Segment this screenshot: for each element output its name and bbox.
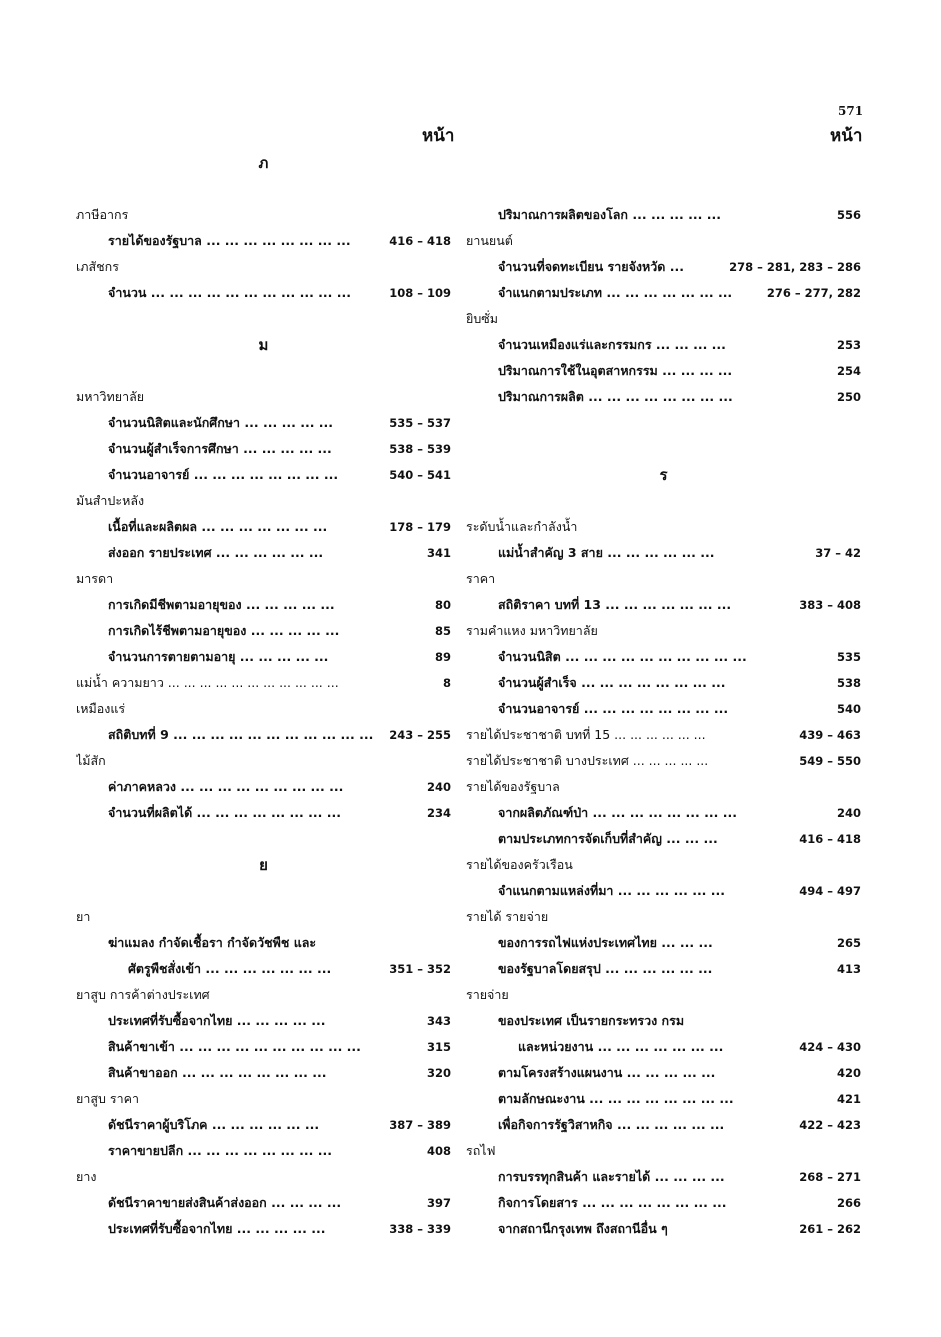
- entry-page-ref: 80: [434, 598, 451, 612]
- index-sub-entry: [76, 1190, 451, 1216]
- entry-label: ดัชนีราคาผู้บริโภค ... ... ... ... ... ...: [108, 1117, 320, 1132]
- entry-page-ref: 243 – 255: [389, 728, 451, 742]
- entry-page-ref: 37 – 42: [815, 546, 861, 560]
- entry-label: จำนวนผู้สำเร็จการศึกษา ... ... ... ... ...: [108, 441, 332, 456]
- entry-label: สถิติบทที่ 9 ... ... ... ... ... ... ... ... ... ... ...: [108, 727, 374, 742]
- entry-label: ประเทศที่รับซื้อจากไทย ... ... ... ... ...: [108, 1221, 326, 1236]
- spacer: [466, 176, 861, 202]
- index-sub-entry: [76, 462, 451, 488]
- entry-label: ไม้สัก: [76, 753, 106, 768]
- entry-label: ปริมาณการใช้ในอุตสาหกรรม ... ... ... ...: [498, 363, 733, 378]
- entry-page-ref: 424 – 430: [799, 1040, 861, 1054]
- entry-label: ระดับน้ำและกำลังน้ำ: [466, 519, 578, 534]
- entry-page-ref: 556: [836, 208, 861, 222]
- index-sub-entry: [76, 1216, 451, 1242]
- entry-label: ของการรถไฟแห่งประเทศไทย ... ... ...: [498, 935, 713, 950]
- spacer: [466, 410, 861, 436]
- entry-page-ref: 538: [836, 676, 861, 690]
- entry-page-ref: 315: [426, 1040, 451, 1054]
- entry-label: ยาสูบ การค้าต่างประเทศ: [76, 987, 210, 1002]
- entry-page-ref: 416 – 418: [389, 234, 451, 248]
- entry-label: ตามลักษณะงาน ... ... ... ... ... ... ... ...: [498, 1091, 734, 1106]
- index-sub-entry: [466, 1086, 861, 1112]
- spacer: [76, 358, 451, 384]
- index-heading-entry: [76, 670, 451, 696]
- index-heading-entry: [466, 774, 861, 800]
- entry-page-ref: 535: [836, 650, 861, 664]
- index-sub-entry: [466, 592, 861, 618]
- index-heading-entry: [76, 254, 451, 280]
- entry-label: รายจ่าย: [466, 987, 509, 1002]
- entry-page-ref: 420: [836, 1066, 861, 1080]
- index-heading-entry: [466, 852, 861, 878]
- index-sub-entry: [76, 280, 451, 306]
- right-column-header: หน้า: [830, 126, 863, 146]
- index-heading-entry: [466, 514, 861, 540]
- index-sub-entry: [76, 410, 451, 436]
- entry-label: แม่น้ำ ความยาว ... ... ... ... ... ... ... ... ... ... ...: [76, 675, 339, 690]
- index-heading-entry: [76, 384, 451, 410]
- entry-label: มันสำปะหลัง: [76, 493, 145, 508]
- index-sub-entry: [76, 1008, 451, 1034]
- entry-page-ref: 253: [836, 338, 861, 352]
- spacer: [76, 826, 451, 852]
- index-heading-entry: [466, 982, 861, 1008]
- index-sub-entry: [76, 228, 451, 254]
- entry-page-ref: 421: [836, 1092, 861, 1106]
- entry-page-ref: 397: [426, 1196, 451, 1210]
- entry-page-ref: 268 – 271: [799, 1170, 861, 1184]
- index-heading-entry: [76, 696, 451, 722]
- index-sub-entry: [466, 358, 861, 384]
- entry-label: จำนวนการตายตามอายุ ... ... ... ... ...: [108, 649, 329, 664]
- index-sub-entry: [466, 332, 861, 358]
- index-sub-entry: [466, 280, 861, 306]
- entry-label: ราคาขายปลีก ... ... ... ... ... ... ... ...: [108, 1143, 332, 1158]
- entry-label: มารดา: [76, 571, 114, 586]
- entry-label: จำนวนอาจารย์ ... ... ... ... ... ... ... ...: [498, 701, 729, 716]
- entry-page-ref: 320: [426, 1066, 451, 1080]
- entry-page-ref: 8: [442, 676, 451, 690]
- left-index-column: [76, 150, 451, 1242]
- entry-page-ref: 108 – 109: [389, 286, 451, 300]
- entry-label: ศัตรูพืชสั่งเข้า ... ... ... ... ... ... ...: [128, 961, 332, 976]
- index-sub-entry: [76, 592, 451, 618]
- entry-label: และหน่วยงาน ... ... ... ... ... ... ...: [518, 1039, 724, 1054]
- entry-page-ref: 413: [836, 962, 861, 976]
- entry-label: จำนวนนิสิตและนักศึกษา ... ... ... ... ...: [108, 415, 334, 430]
- entry-page-ref: 540: [836, 702, 861, 716]
- entry-label: ประเทศที่รับซื้อจากไทย ... ... ... ... ...: [108, 1013, 326, 1028]
- entry-page-ref: 494 – 497: [799, 884, 861, 898]
- left-column-header: หน้า: [422, 126, 455, 146]
- index-sub-entry: [76, 540, 451, 566]
- entry-page-ref: 89: [434, 650, 451, 664]
- index-sub-entry: [76, 1034, 451, 1060]
- entry-page-ref: 278 – 281, 283 – 286: [729, 260, 861, 274]
- section-letter: ภ: [258, 154, 269, 172]
- index-sub-entry: [466, 1216, 861, 1242]
- index-sub-entry: [76, 618, 451, 644]
- entry-label: รายได้ประชาชาติ บทที่ 15 ... ... ... ... ... ...: [466, 727, 706, 742]
- entry-label: ยิบซั่ม: [466, 311, 498, 326]
- entry-page-ref: 276 – 277, 282: [766, 286, 861, 300]
- entry-page-ref: 265: [836, 936, 861, 950]
- entry-page-ref: 234: [426, 806, 451, 820]
- spacer: [466, 488, 861, 514]
- entry-label: การเกิดไร้ชีพตามอายุของ ... ... ... ... ...: [108, 623, 340, 638]
- index-sub-entry: [466, 202, 861, 228]
- entry-label: รามคำแหง มหาวิทยาลัย: [466, 623, 598, 638]
- entry-label: จากสถานีกรุงเทพ ถึงสถานีอื่น ๆ: [498, 1221, 668, 1236]
- entry-page-ref: 240: [836, 806, 861, 820]
- entry-label: รายได้ของครัวเรือน: [466, 857, 573, 872]
- index-heading-entry: [76, 982, 451, 1008]
- index-heading-entry: [466, 722, 861, 748]
- entry-label: เหมืองแร่: [76, 701, 126, 716]
- entry-label: ยา: [76, 909, 91, 924]
- entry-page-ref: 343: [426, 1014, 451, 1028]
- entry-page-ref: 439 – 463: [799, 728, 861, 742]
- index-sub-entry: [466, 254, 861, 280]
- index-heading-entry: [466, 566, 861, 592]
- section-letter: ม: [258, 336, 269, 354]
- index-sub-entry: [76, 1060, 451, 1086]
- entry-label: จำนวนเหมืองแร่และกรรมกร ... ... ... ...: [498, 337, 726, 352]
- index-sub-entry: [76, 774, 451, 800]
- index-sub-entry: [466, 696, 861, 722]
- entry-page-ref: 250: [836, 390, 861, 404]
- entry-label: แม่น้ำสำคัญ 3 สาย ... ... ... ... ... ...: [498, 545, 715, 560]
- entry-label: ของรัฐบาลโดยสรุป ... ... ... ... ... ...: [498, 961, 713, 976]
- spacer: [76, 878, 451, 904]
- index-sub-entry: [466, 384, 861, 410]
- entry-page-ref: 535 – 537: [389, 416, 451, 430]
- section-letter: ร: [659, 466, 668, 484]
- entry-label: จำนวนอาจารย์ ... ... ... ... ... ... ... ...: [108, 467, 339, 482]
- entry-label: ยาสูบ ราคา: [76, 1091, 139, 1106]
- entry-label: เนื้อที่และผลิตผล ... ... ... ... ... ... ...: [108, 519, 328, 534]
- index-sub-entry: [76, 436, 451, 462]
- index-sub-entry: [466, 670, 861, 696]
- entry-page-ref: 538 – 539: [389, 442, 451, 456]
- entry-label: จำนวนที่ผลิตได้ ... ... ... ... ... ... ... ...: [108, 805, 341, 820]
- index-heading-entry: [466, 1138, 861, 1164]
- index-sub-entry: [76, 956, 451, 982]
- entry-label: ยานยนต์: [466, 233, 513, 248]
- spacer: [76, 306, 451, 332]
- entry-page-ref: 540 – 541: [389, 468, 451, 482]
- entry-page-ref: 254: [836, 364, 861, 378]
- right-index-column: [466, 150, 861, 1242]
- entry-label: ปริมาณการผลิต ... ... ... ... ... ... ... ...: [498, 389, 733, 404]
- entry-page-ref: 261 – 262: [799, 1222, 861, 1236]
- entry-label: ฆ่าแมลง กำจัดเชื้อรา กำจัดวัชพืช และ: [108, 935, 317, 950]
- entry-page-ref: 85: [434, 624, 451, 638]
- entry-page-ref: 416 – 418: [799, 832, 861, 846]
- entry-label: สินค้าขาออก ... ... ... ... ... ... ... ...: [108, 1065, 327, 1080]
- entry-label: ดัชนีราคาขายส่งสินค้าส่งออก ... ... ... ...: [108, 1195, 342, 1210]
- index-sub-entry: [76, 930, 451, 956]
- index-sub-entry: [466, 1008, 861, 1034]
- section-letter: ย: [259, 856, 268, 874]
- index-heading-entry: [76, 904, 451, 930]
- entry-page-ref: 387 – 389: [389, 1118, 451, 1132]
- index-heading-entry: [466, 306, 861, 332]
- index-sub-entry: [466, 1060, 861, 1086]
- entry-label: จำนวนที่จดทะเบียน รายจังหวัด ...: [498, 259, 684, 274]
- entry-label: ราคา: [466, 571, 496, 586]
- index-heading-entry: [466, 904, 861, 930]
- index-sub-entry: [76, 1112, 451, 1138]
- entry-label: ของประเทศ เป็นรายกระทรวง กรม: [498, 1013, 685, 1028]
- index-sub-entry: [76, 1138, 451, 1164]
- entry-page-ref: 266: [836, 1196, 861, 1210]
- entry-label: ส่งออก รายประเทศ ... ... ... ... ... ...: [108, 545, 324, 560]
- index-heading-entry: [76, 1086, 451, 1112]
- entry-label: กิจการโดยสาร ... ... ... ... ... ... ... ...: [498, 1195, 727, 1210]
- index-sub-entry: [466, 1112, 861, 1138]
- entry-label: การบรรทุกสินค้า และรายได้ ... ... ... ...: [498, 1169, 725, 1184]
- index-heading-entry: [76, 488, 451, 514]
- index-sub-entry: [466, 956, 861, 982]
- index-sub-entry: [466, 930, 861, 956]
- entry-page-ref: 351 – 352: [389, 962, 451, 976]
- entry-label: รายได้ของรัฐบาล ... ... ... ... ... ... ... ...: [108, 233, 351, 248]
- index-heading-entry: [76, 748, 451, 774]
- entry-page-ref: 178 – 179: [389, 520, 451, 534]
- entry-label: รายได้ของรัฐบาล: [466, 779, 560, 794]
- page-number: 571: [838, 104, 864, 118]
- entry-label: ภาษีอากร: [76, 207, 129, 222]
- index-heading-entry: [76, 1164, 451, 1190]
- index-sub-entry: [466, 1034, 861, 1060]
- entry-page-ref: 422 – 423: [799, 1118, 861, 1132]
- spacer: [466, 150, 861, 176]
- index-heading-entry: [76, 202, 451, 228]
- entry-label: ตามประเภทการจัดเก็บที่สำคัญ ... ... ...: [498, 831, 718, 846]
- index-heading-entry: [466, 748, 861, 774]
- entry-label: ตามโครงสร้างแผนงาน ... ... ... ... ...: [498, 1065, 716, 1080]
- index-sub-entry: [466, 644, 861, 670]
- entry-label: จากผลิตภัณฑ์ป่า ... ... ... ... ... ... ... ...: [498, 805, 737, 820]
- entry-label: รายได้ประชาชาติ บางประเทศ ... ... ... ... ...: [466, 753, 709, 768]
- entry-label: รายได้ รายจ่าย: [466, 909, 549, 924]
- entry-label: ค่าภาคหลวง ... ... ... ... ... ... ... ... ...: [108, 779, 344, 794]
- index-sub-entry: [466, 1190, 861, 1216]
- index-sub-entry: [76, 514, 451, 540]
- entry-label: จำนวน ... ... ... ... ... ... ... ... ... ... ...: [108, 285, 352, 300]
- entry-label: เภสัชกร: [76, 259, 119, 274]
- entry-label: จำนวนผู้สำเร็จ ... ... ... ... ... ... ... ...: [498, 675, 726, 690]
- index-sub-entry: [466, 1164, 861, 1190]
- index-sub-entry: [466, 540, 861, 566]
- entry-page-ref: 338 – 339: [389, 1222, 451, 1236]
- entry-page-ref: 408: [426, 1144, 451, 1158]
- index-sub-entry: [76, 800, 451, 826]
- entry-label: สินค้าขาเข้า ... ... ... ... ... ... ... ... ... ...: [108, 1039, 361, 1054]
- index-sub-entry: [466, 826, 861, 852]
- entry-label: การเกิดมีชีพตามอายุของ ... ... ... ... ...: [108, 597, 335, 612]
- entry-label: รถไฟ: [466, 1143, 496, 1158]
- entry-page-ref: 383 – 408: [799, 598, 861, 612]
- entry-label: จำแนกตามแหล่งที่มา ... ... ... ... ... ...: [498, 883, 726, 898]
- index-sub-entry: [76, 644, 451, 670]
- index-heading-entry: [466, 618, 861, 644]
- index-heading-entry: [76, 566, 451, 592]
- index-heading-entry: [466, 228, 861, 254]
- index-sub-entry: [466, 800, 861, 826]
- spacer: [466, 436, 861, 462]
- entry-page-ref: 240: [426, 780, 451, 794]
- index-sub-entry: [466, 878, 861, 904]
- entry-label: ปริมาณการผลิตของโลก ... ... ... ... ...: [498, 207, 721, 222]
- entry-label: ยาง: [76, 1169, 97, 1184]
- index-sub-entry: [76, 722, 451, 748]
- entry-page-ref: 341: [426, 546, 451, 560]
- entry-label: เพื่อกิจการรัฐวิสาหกิจ ... ... ... ... ... ...: [498, 1117, 725, 1132]
- entry-label: สถิติราคา บทที่ 13 ... ... ... ... ... ... ...: [498, 597, 732, 612]
- entry-label: มหาวิทยาลัย: [76, 389, 145, 404]
- entry-label: จำแนกตามประเภท ... ... ... ... ... ... ...: [498, 285, 733, 300]
- entry-page-ref: 549 – 550: [799, 754, 861, 768]
- entry-label: จำนวนนิสิต ... ... ... ... ... ... ... ... ... ...: [498, 649, 747, 664]
- spacer: [76, 176, 451, 202]
